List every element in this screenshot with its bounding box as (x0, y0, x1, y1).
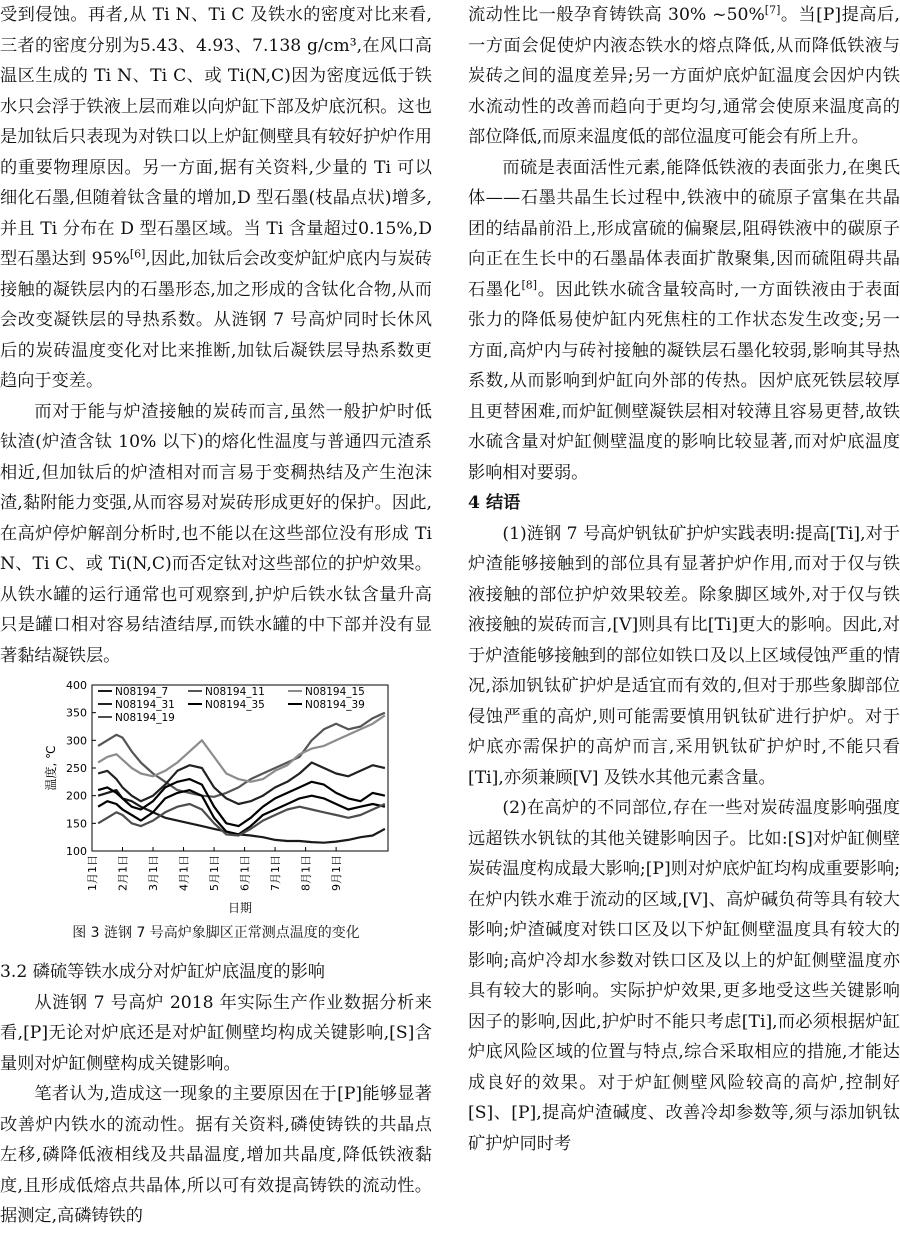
section-title-3-2: 3.2 磷硫等铁水成分对炉缸炉底温度的影响 (0, 962, 325, 982)
x-tick-label: 4月1日 (177, 855, 191, 891)
series-line (98, 713, 385, 797)
series-line (98, 790, 385, 834)
x-tick-label: 1月1日 (86, 855, 99, 891)
section-title-4: 4 结语 (468, 493, 521, 513)
legend-label: N08194_7 (115, 686, 169, 698)
x-tick-label: 7月1日 (269, 855, 283, 891)
left-column (0, 0, 432, 1232)
right-column (468, 0, 900, 1159)
text-span: 受到侵蚀。再者,从 Ti N、Ti C 及铁水的密度对比来看,三者的密度分别为5.43、4.93、7.138 g/cm³,在风口高温区生成的 Ti N、Ti C、或 Ti(N,C)因为密度远低于铁水只会浮于铁液上层而难以向炉缸下部及炉底沉积。这也是加钛后只表现为对铁口以上炉缸侧壁具有较好护炉作用的重要物理原因。另一方面,据有关资料,少量的 Ti 可以细化石墨,但随着钛含量的增加,D 型石墨(枝晶点状)增多,并且 Ti 分布在 D 型石墨区域。当 Ti 含量超过0.15%,D 型石墨达到 95% (0, 5, 432, 269)
y-tick-label: 100 (66, 845, 87, 858)
x-axis-label: 日期 (227, 901, 253, 915)
x-tick-label: 8月1日 (299, 855, 313, 891)
x-tick-label: 2月1日 (116, 855, 130, 891)
x-tick-label: 5月1日 (208, 855, 222, 891)
figure-3 (0, 681, 432, 917)
legend-label: N08194_39 (305, 699, 365, 711)
left-paragraph-1 (0, 0, 432, 397)
text-span: 流动性比一般孕育铸铁高 30% ~50% (468, 5, 765, 25)
x-tick-label: 6月1日 (238, 855, 252, 891)
legend-label: N08194_11 (205, 686, 265, 698)
left-paragraph-4: 笔者认为,造成这一现象的主要原因在于[P]能够显著改善炉内铁水的流动性。据有关资料,磷使铸铁的共晶点左移,磷降低液相线及共晶温度,增加共晶度,降低铁液黏度,且形成低熔点共晶体,所以可有效提高铸铁的流动性。据测定,高磷铸铁的 (0, 1084, 432, 1226)
right-paragraph-2 (468, 153, 900, 489)
y-tick-label: 400 (66, 681, 87, 692)
text-span: ,因此,加钛后会改变炉缸炉底内与炭砖接触的凝铁层内的石墨形态,加之形成的含钛化合物,从而会改变凝铁层的导热系数。从涟钢 7 号高炉同时长休风后的炭砖温度变化对比来推断,加钛后凝铁层导热系数更趋向于变差。 (0, 249, 432, 391)
figure-caption: 图 3 涟钢 7 号高炉象脚区正常测点温度的变化 (72, 925, 360, 941)
legend-label: N08194_31 (115, 699, 175, 711)
citation: [6] (129, 247, 146, 261)
temperature-line-chart (0, 681, 432, 917)
series-line (98, 763, 385, 805)
x-tick-label: 3月1日 (147, 855, 161, 891)
left-paragraph-2: 而对于能与炉渣接触的炭砖而言,虽然一般护炉时低钛渣(炉渣含钛 10% 以下)的熔化性温度与普通四元渣系相近,但加钛后的炉渣相对而言易于变稠热结及产生泡沫渣,黏附能力变强,从而容易对炭砖形成更好的保护。因此,在高炉停炉解剖分析时,也不能以在这些部位没有形成 Ti N、Ti C、或 Ti(N,C)而否定钛对这些部位的护炉效果。从铁水罐的运行通常也可观察到,护炉后铁水钛含量升高只是罐口相对容易结渣结厚,而铁水罐的中下部并没有显著黏结凝铁层。 (0, 401, 432, 666)
citation: [7] (764, 3, 781, 17)
right-paragraph-3: (1)涟钢 7 号高炉钒钛矿护炉实践表明:提高[Ti],对于炉渣能够接触到的部位具有显著护炉作用,而对于仅与铁液接触的部位护炉效果较差。除象脚区域外,对于仅与铁液接触的炭砖而言,[V]则具有比[Ti]更大的影响。因此,对于炉渣能够接触到的部位如铁口及以上区域侵蚀严重的情况,添加钒钛矿护炉是适宜而有效的,但对于那些象脚部位侵蚀严重的高炉,则可能需要慎用钒钛矿进行护炉。对于炉底亦需保护的高炉而言,采用钒钛矿护炉时,不能只看[Ti],亦须兼顾[V] 及铁水其他元素含量。 (468, 523, 900, 788)
left-paragraph-3: 从涟钢 7 号高炉 2018 年实际生产作业数据分析来看,[P]无论对炉底还是对炉缸侧壁均构成关键影响,[S]含量则对炉缸侧壁构成关键影响。 (0, 992, 432, 1074)
y-tick-label: 350 (66, 706, 87, 720)
text-span: 而硫是表面活性元素,能降低铁液的表面张力,在奥氏体——石墨共晶生长过程中,铁液中的硫原子富集在共晶团的结晶前沿上,形成富硫的偏聚层,阻碍铁液中的碳原子向正在生长中的石墨晶体表面扩散聚集,因而硫阻碍共晶石墨化 (468, 157, 900, 300)
legend-label: N08194_19 (115, 712, 175, 724)
legend-label: N08194_15 (305, 686, 365, 698)
right-paragraph-1 (468, 0, 900, 153)
y-tick-label: 150 (66, 817, 87, 831)
y-tick-label: 300 (66, 734, 87, 748)
right-paragraph-4: (2)在高炉的不同部位,存在一些对炭砖温度影响强度远超铁水钒钛的其他关键影响因子。比如:[S]对炉缸侧壁炭砖温度构成最大影响;[P]则对炉底炉缸均构成重要影响;在炉内铁水难于流动的区域,[V]、高炉碱负荷等具有较大影响;炉渣碱度对铁口区及以下炉缸侧壁温度具有较大的影响;高炉冷却水参数对铁口区及以上的炉缸侧壁温度亦具有较大的影响。实际护炉效果,更多地受这些关键影响因子的影响,因此,护炉时不能只考虑[Ti],而必须根据炉缸炉底风险区域的位置与特点,综合采取相应的措施,才能达成良好的效果。对于炉缸侧壁风险较高的高炉,控制好 [S]、[P],提高炉渣碱度、改善冷却参数等,须与添加钒钛矿护炉同时考 (468, 798, 900, 1154)
y-tick-label: 250 (66, 762, 87, 775)
citation: [8] (521, 277, 538, 291)
text-span: 。因此铁水硫含量较高时,一方面铁液由于表面张力的降低易使炉缸内死焦柱的工作状态发生改变;另一方面,高炉内与砖衬接触的凝铁层石墨化较弱,影响其导热系数,从而影响到炉缸向外部的传热。因炉底死铁层较厚且更替困难,而炉缸侧壁凝铁层相对较薄且容易更替,故铁水硫含量对炉缸侧壁温度的影响比较显著,而对炉底温度影响相对要弱。 (468, 279, 900, 483)
x-tick-label: 9月1日 (330, 855, 344, 891)
text-span: 。当[P]提高后,一方面会促使炉内液态铁水的熔点降低,从而降低铁液与炭砖之间的温度差异;另一方面炉底炉缸温度会因炉内铁水流动性的改善而趋向于更均匀,通常会使原来温度高的部位降低,而原来温度低的部位温度可能会有所上升。 (468, 5, 900, 147)
y-axis-label: 温度, ℃ (44, 745, 58, 791)
legend-label: N08194_35 (205, 699, 265, 711)
y-tick-label: 200 (66, 789, 87, 803)
